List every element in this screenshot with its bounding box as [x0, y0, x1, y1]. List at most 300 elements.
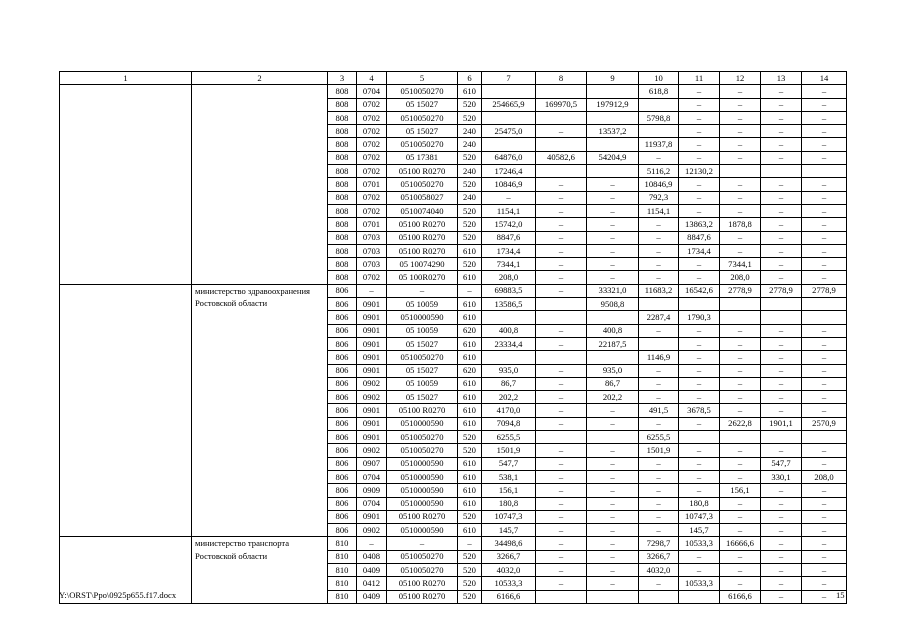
table-cell: –	[587, 178, 639, 191]
table-cell: 0409	[357, 590, 387, 603]
table-cell: 0510050270	[387, 550, 458, 563]
table-cell: 808	[328, 271, 357, 284]
table-cell: 156,1	[482, 484, 536, 497]
table-cell: –	[679, 364, 720, 377]
table-cell	[761, 431, 802, 444]
table-cell: 10747,3	[679, 510, 720, 523]
table-cell: –	[802, 351, 847, 364]
table-cell: 400,8	[587, 324, 639, 337]
table-cell: 05 15027	[387, 364, 458, 377]
table-cell: –	[536, 337, 587, 350]
table-cell: –	[587, 524, 639, 537]
table-cell: 33321,0	[587, 284, 639, 297]
table-cell: 0510000590	[387, 417, 458, 430]
table-cell: 05100 R0270	[387, 218, 458, 231]
table-cell: 10533,3	[679, 537, 720, 550]
table-cell: 806	[328, 351, 357, 364]
table-cell: –	[587, 231, 639, 244]
table-cell: –	[536, 178, 587, 191]
table-cell	[802, 165, 847, 178]
table-cell: 808	[328, 98, 357, 111]
table-cell: –	[802, 590, 847, 603]
table-cell: 05100 R0270	[387, 244, 458, 257]
table-cell: 13586,5	[482, 298, 536, 311]
table-cell: 520	[458, 590, 482, 603]
table-cell: –	[587, 404, 639, 417]
table-cell: –	[587, 218, 639, 231]
table-cell: –	[720, 391, 761, 404]
table-cell: 810	[328, 537, 357, 550]
table-cell: 05100 R0270	[387, 404, 458, 417]
table-cell: 0902	[357, 444, 387, 457]
group-ministry-name: министерство здравоохранения Ростовской области	[192, 284, 328, 537]
table-cell: –	[679, 138, 720, 151]
table-cell: –	[720, 231, 761, 244]
table-cell: 6255,5	[482, 431, 536, 444]
table-cell: –	[802, 550, 847, 563]
table-cell: 0702	[357, 165, 387, 178]
table-cell: –	[679, 85, 720, 98]
table-cell: 0510050270	[387, 431, 458, 444]
table-cell: 2778,9	[720, 284, 761, 297]
table-cell: –	[802, 577, 847, 590]
table-cell: –	[720, 351, 761, 364]
table-cell: –	[802, 337, 847, 350]
table-cell: 806	[328, 324, 357, 337]
table-cell: –	[587, 550, 639, 563]
table-cell	[482, 85, 536, 98]
table-cell: 169970,5	[536, 98, 587, 111]
table-cell: –	[387, 537, 458, 550]
table-cell: –	[679, 98, 720, 111]
table-cell: 792,3	[639, 191, 679, 204]
table-cell: –	[802, 444, 847, 457]
table-cell: –	[761, 590, 802, 603]
table-cell: 610	[458, 271, 482, 284]
table-cell: 0907	[357, 457, 387, 470]
table-cell: –	[720, 204, 761, 217]
table-cell: 0510000590	[387, 484, 458, 497]
table-cell	[639, 98, 679, 111]
table-cell: –	[802, 98, 847, 111]
table-cell: –	[802, 510, 847, 523]
table-cell: –	[802, 377, 847, 390]
table-cell: 491,5	[639, 404, 679, 417]
column-header-11: 11	[679, 72, 720, 85]
table-cell: –	[802, 537, 847, 550]
table-cell	[587, 85, 639, 98]
table-cell: 806	[328, 444, 357, 457]
column-header-4: 4	[357, 72, 387, 85]
table-cell: –	[587, 417, 639, 430]
table-cell	[482, 111, 536, 124]
group-column-1-cell	[60, 85, 192, 284]
table-cell: 208,0	[720, 271, 761, 284]
table-cell: 2778,9	[802, 284, 847, 297]
table-cell: 0703	[357, 231, 387, 244]
table-cell: –	[536, 244, 587, 257]
table-cell: 3678,5	[679, 404, 720, 417]
table-cell: –	[802, 484, 847, 497]
table-cell: 05 10059	[387, 377, 458, 390]
table-cell: –	[536, 125, 587, 138]
table-cell	[679, 298, 720, 311]
table-cell: 610	[458, 391, 482, 404]
table-cell: –	[639, 497, 679, 510]
footer-file-path: Y:\ORST\Ppo\0925p655.f17.docx	[59, 590, 177, 600]
table-cell: 0901	[357, 417, 387, 430]
table-cell: –	[802, 404, 847, 417]
table-cell: –	[587, 577, 639, 590]
table-cell: 64876,0	[482, 151, 536, 164]
table-cell: –	[761, 151, 802, 164]
table-cell: –	[761, 111, 802, 124]
table-cell: –	[458, 537, 482, 550]
table-cell: –	[536, 364, 587, 377]
table-cell: –	[720, 151, 761, 164]
table-cell: –	[639, 391, 679, 404]
table-cell: –	[639, 218, 679, 231]
table-cell: 520	[458, 151, 482, 164]
table-cell: 808	[328, 165, 357, 178]
table-cell: –	[639, 151, 679, 164]
table-cell	[482, 351, 536, 364]
column-header-9: 9	[587, 72, 639, 85]
table-cell: –	[536, 218, 587, 231]
table-cell: –	[639, 258, 679, 271]
table-cell	[587, 431, 639, 444]
table-cell: 610	[458, 497, 482, 510]
table-cell: –	[761, 204, 802, 217]
table-cell	[720, 311, 761, 324]
group-column-1-cell	[60, 284, 192, 537]
table-cell: 145,7	[679, 524, 720, 537]
table-cell: 180,8	[679, 497, 720, 510]
table-cell: –	[587, 497, 639, 510]
table-cell: –	[720, 337, 761, 350]
table-cell: –	[482, 191, 536, 204]
table-cell: 0510000590	[387, 311, 458, 324]
table-cell: –	[802, 244, 847, 257]
column-header-6: 6	[458, 72, 482, 85]
table-cell: 05100 R0270	[387, 590, 458, 603]
table-cell: 5798,8	[639, 111, 679, 124]
table-cell: 0704	[357, 85, 387, 98]
table-cell: –	[802, 111, 847, 124]
table-cell: 202,2	[482, 391, 536, 404]
table-cell: 610	[458, 404, 482, 417]
table-cell: –	[536, 457, 587, 470]
table-cell: –	[679, 377, 720, 390]
table-cell: 23334,4	[482, 337, 536, 350]
table-cell: –	[679, 470, 720, 483]
table-cell: –	[679, 563, 720, 576]
table-cell: 400,8	[482, 324, 536, 337]
table-cell: 520	[458, 111, 482, 124]
table-cell: 0702	[357, 138, 387, 151]
table-cell: 1154,1	[639, 204, 679, 217]
table-cell: 10846,9	[639, 178, 679, 191]
table-cell: 520	[458, 577, 482, 590]
column-header-14: 14	[802, 72, 847, 85]
table-cell: 0510000590	[387, 497, 458, 510]
table-cell: –	[720, 497, 761, 510]
table-cell: 05 100R0270	[387, 271, 458, 284]
table-cell: –	[720, 178, 761, 191]
table-cell: 808	[328, 191, 357, 204]
table-cell: 0702	[357, 98, 387, 111]
table-cell: 208,0	[482, 271, 536, 284]
table-cell: 0704	[357, 470, 387, 483]
table-cell: –	[587, 484, 639, 497]
table-cell: –	[536, 391, 587, 404]
table-cell: 0510074040	[387, 204, 458, 217]
table-cell: –	[720, 138, 761, 151]
table-cell: 0702	[357, 151, 387, 164]
table-cell: –	[720, 510, 761, 523]
table-cell: 9508,8	[587, 298, 639, 311]
table-cell: 40582,6	[536, 151, 587, 164]
table-cell: –	[679, 178, 720, 191]
table-cell: –	[720, 191, 761, 204]
table-cell: 610	[458, 311, 482, 324]
table-cell: 808	[328, 85, 357, 98]
column-header-5: 5	[387, 72, 458, 85]
table-cell	[639, 337, 679, 350]
table-cell: 520	[458, 510, 482, 523]
table-cell: 0901	[357, 431, 387, 444]
table-cell: 618,8	[639, 85, 679, 98]
table-cell: –	[679, 417, 720, 430]
table-cell: 240	[458, 125, 482, 138]
table-cell: 3266,7	[482, 550, 536, 563]
table-cell: 05 10074290	[387, 258, 458, 271]
table-cell: –	[639, 577, 679, 590]
table-cell: 34498,6	[482, 537, 536, 550]
column-header-13: 13	[761, 72, 802, 85]
table-cell: –	[587, 244, 639, 257]
table-cell: 12130,2	[679, 165, 720, 178]
table-cell: 620	[458, 324, 482, 337]
table-cell: –	[679, 337, 720, 350]
table-cell: 2778,9	[761, 284, 802, 297]
table-cell	[587, 590, 639, 603]
table-cell: –	[679, 271, 720, 284]
table-cell: 240	[458, 138, 482, 151]
table-cell: 610	[458, 244, 482, 257]
table-cell: 05 17381	[387, 151, 458, 164]
table-cell: –	[761, 85, 802, 98]
table-cell: –	[802, 457, 847, 470]
table-cell: –	[536, 404, 587, 417]
table-cell: –	[536, 444, 587, 457]
table-cell: –	[536, 231, 587, 244]
table-cell: 330,1	[761, 470, 802, 483]
table-cell: 810	[328, 550, 357, 563]
table-cell: –	[536, 324, 587, 337]
table-cell: 197912,9	[587, 98, 639, 111]
table-cell: –	[761, 444, 802, 457]
table-cell: –	[761, 550, 802, 563]
table-cell: 4170,0	[482, 404, 536, 417]
table-cell	[536, 138, 587, 151]
table-cell: –	[587, 191, 639, 204]
table-cell: –	[802, 204, 847, 217]
table-cell: 0702	[357, 271, 387, 284]
table-cell: 0510050270	[387, 178, 458, 191]
table-cell: 806	[328, 298, 357, 311]
table-cell: 0901	[357, 351, 387, 364]
table-cell: –	[761, 404, 802, 417]
table-cell: 808	[328, 178, 357, 191]
table-cell: 520	[458, 204, 482, 217]
table-cell: –	[720, 244, 761, 257]
table-cell: –	[720, 364, 761, 377]
table-cell: –	[536, 563, 587, 576]
table-cell	[536, 165, 587, 178]
table-cell: 2570,9	[802, 417, 847, 430]
table-cell: 1734,4	[482, 244, 536, 257]
table-cell: 806	[328, 470, 357, 483]
table-cell: –	[357, 284, 387, 297]
table-cell: 520	[458, 563, 482, 576]
table-cell: 520	[458, 550, 482, 563]
table-cell: –	[679, 258, 720, 271]
table-cell: 208,0	[802, 470, 847, 483]
table-cell: 810	[328, 577, 357, 590]
table-cell: –	[720, 324, 761, 337]
table-cell: –	[761, 258, 802, 271]
table-cell: 806	[328, 404, 357, 417]
table-cell	[720, 431, 761, 444]
table-cell: –	[720, 125, 761, 138]
table-cell: 240	[458, 165, 482, 178]
table-cell: 806	[328, 377, 357, 390]
column-header-8: 8	[536, 72, 587, 85]
table-cell: 05 10059	[387, 298, 458, 311]
table-cell: –	[761, 377, 802, 390]
table-cell: –	[679, 324, 720, 337]
table-cell: –	[587, 258, 639, 271]
table-cell: –	[587, 537, 639, 550]
column-header-12: 12	[720, 72, 761, 85]
table-cell: 0901	[357, 337, 387, 350]
table-cell: –	[761, 218, 802, 231]
table-cell: –	[761, 178, 802, 191]
table-cell	[802, 311, 847, 324]
table-cell: –	[761, 98, 802, 111]
table-cell: 806	[328, 417, 357, 430]
table-cell: 86,7	[587, 377, 639, 390]
table-cell: 0901	[357, 510, 387, 523]
table-cell	[679, 590, 720, 603]
table-cell	[802, 431, 847, 444]
table-cell	[639, 125, 679, 138]
table-cell: 11683,2	[639, 284, 679, 297]
table-cell: –	[761, 524, 802, 537]
table-cell: 0702	[357, 204, 387, 217]
table-cell: 610	[458, 524, 482, 537]
table-cell: –	[761, 351, 802, 364]
table-cell: 0510050270	[387, 563, 458, 576]
table-body	[60, 85, 847, 604]
table-cell: 0701	[357, 218, 387, 231]
table-cell	[536, 85, 587, 98]
table-cell: –	[587, 470, 639, 483]
group-ministry-name: министерство транспорта Ростовской области	[192, 537, 328, 603]
table-cell: 86,7	[482, 377, 536, 390]
table-cell: 0702	[357, 125, 387, 138]
table-cell: –	[802, 364, 847, 377]
table-cell: –	[587, 510, 639, 523]
table-cell: –	[761, 537, 802, 550]
table-cell: –	[720, 85, 761, 98]
table-cell: 10533,3	[679, 577, 720, 590]
table-cell: 806	[328, 391, 357, 404]
table-cell: 0701	[357, 178, 387, 191]
table-cell: 0702	[357, 111, 387, 124]
table-cell	[639, 298, 679, 311]
table-cell: 0704	[357, 497, 387, 510]
table-cell	[587, 311, 639, 324]
table-cell: 0510000590	[387, 524, 458, 537]
table-cell: 0510050270	[387, 351, 458, 364]
table-cell: 254665,9	[482, 98, 536, 111]
table-cell: 15742,0	[482, 218, 536, 231]
table-cell: 806	[328, 311, 357, 324]
table-cell: –	[761, 138, 802, 151]
table-cell: –	[639, 510, 679, 523]
table-cell: 05 15027	[387, 125, 458, 138]
table-cell: –	[639, 364, 679, 377]
table-cell: –	[387, 284, 458, 297]
table-cell: 610	[458, 85, 482, 98]
table-cell: –	[679, 484, 720, 497]
table-cell: 25475,0	[482, 125, 536, 138]
table-cell: 2622,8	[720, 417, 761, 430]
table-cell: –	[639, 271, 679, 284]
table-cell: 1734,4	[679, 244, 720, 257]
table-cell: –	[720, 444, 761, 457]
table-cell: 0902	[357, 524, 387, 537]
table-cell: 6166,6	[720, 590, 761, 603]
column-header-10: 10	[639, 72, 679, 85]
table-cell: 806	[328, 484, 357, 497]
table-cell: 2287,4	[639, 311, 679, 324]
table-cell: –	[587, 457, 639, 470]
table-cell: –	[761, 244, 802, 257]
table-cell: –	[679, 444, 720, 457]
footer-page-number: 15	[836, 590, 845, 600]
table-cell: –	[679, 191, 720, 204]
table-cell: –	[761, 231, 802, 244]
table-cell: –	[536, 284, 587, 297]
table-cell: –	[802, 138, 847, 151]
table-cell: 54204,9	[587, 151, 639, 164]
table-cell: 810	[328, 563, 357, 576]
table-cell: 4032,0	[639, 563, 679, 576]
table-cell: 0902	[357, 391, 387, 404]
table-cell: 05100 R0270	[387, 165, 458, 178]
table-cell: –	[720, 470, 761, 483]
table-cell: –	[761, 364, 802, 377]
table-cell: –	[761, 510, 802, 523]
table-cell: 806	[328, 284, 357, 297]
table-cell: –	[536, 577, 587, 590]
table-cell: 240	[458, 191, 482, 204]
table-cell: –	[679, 151, 720, 164]
table-cell: 808	[328, 151, 357, 164]
